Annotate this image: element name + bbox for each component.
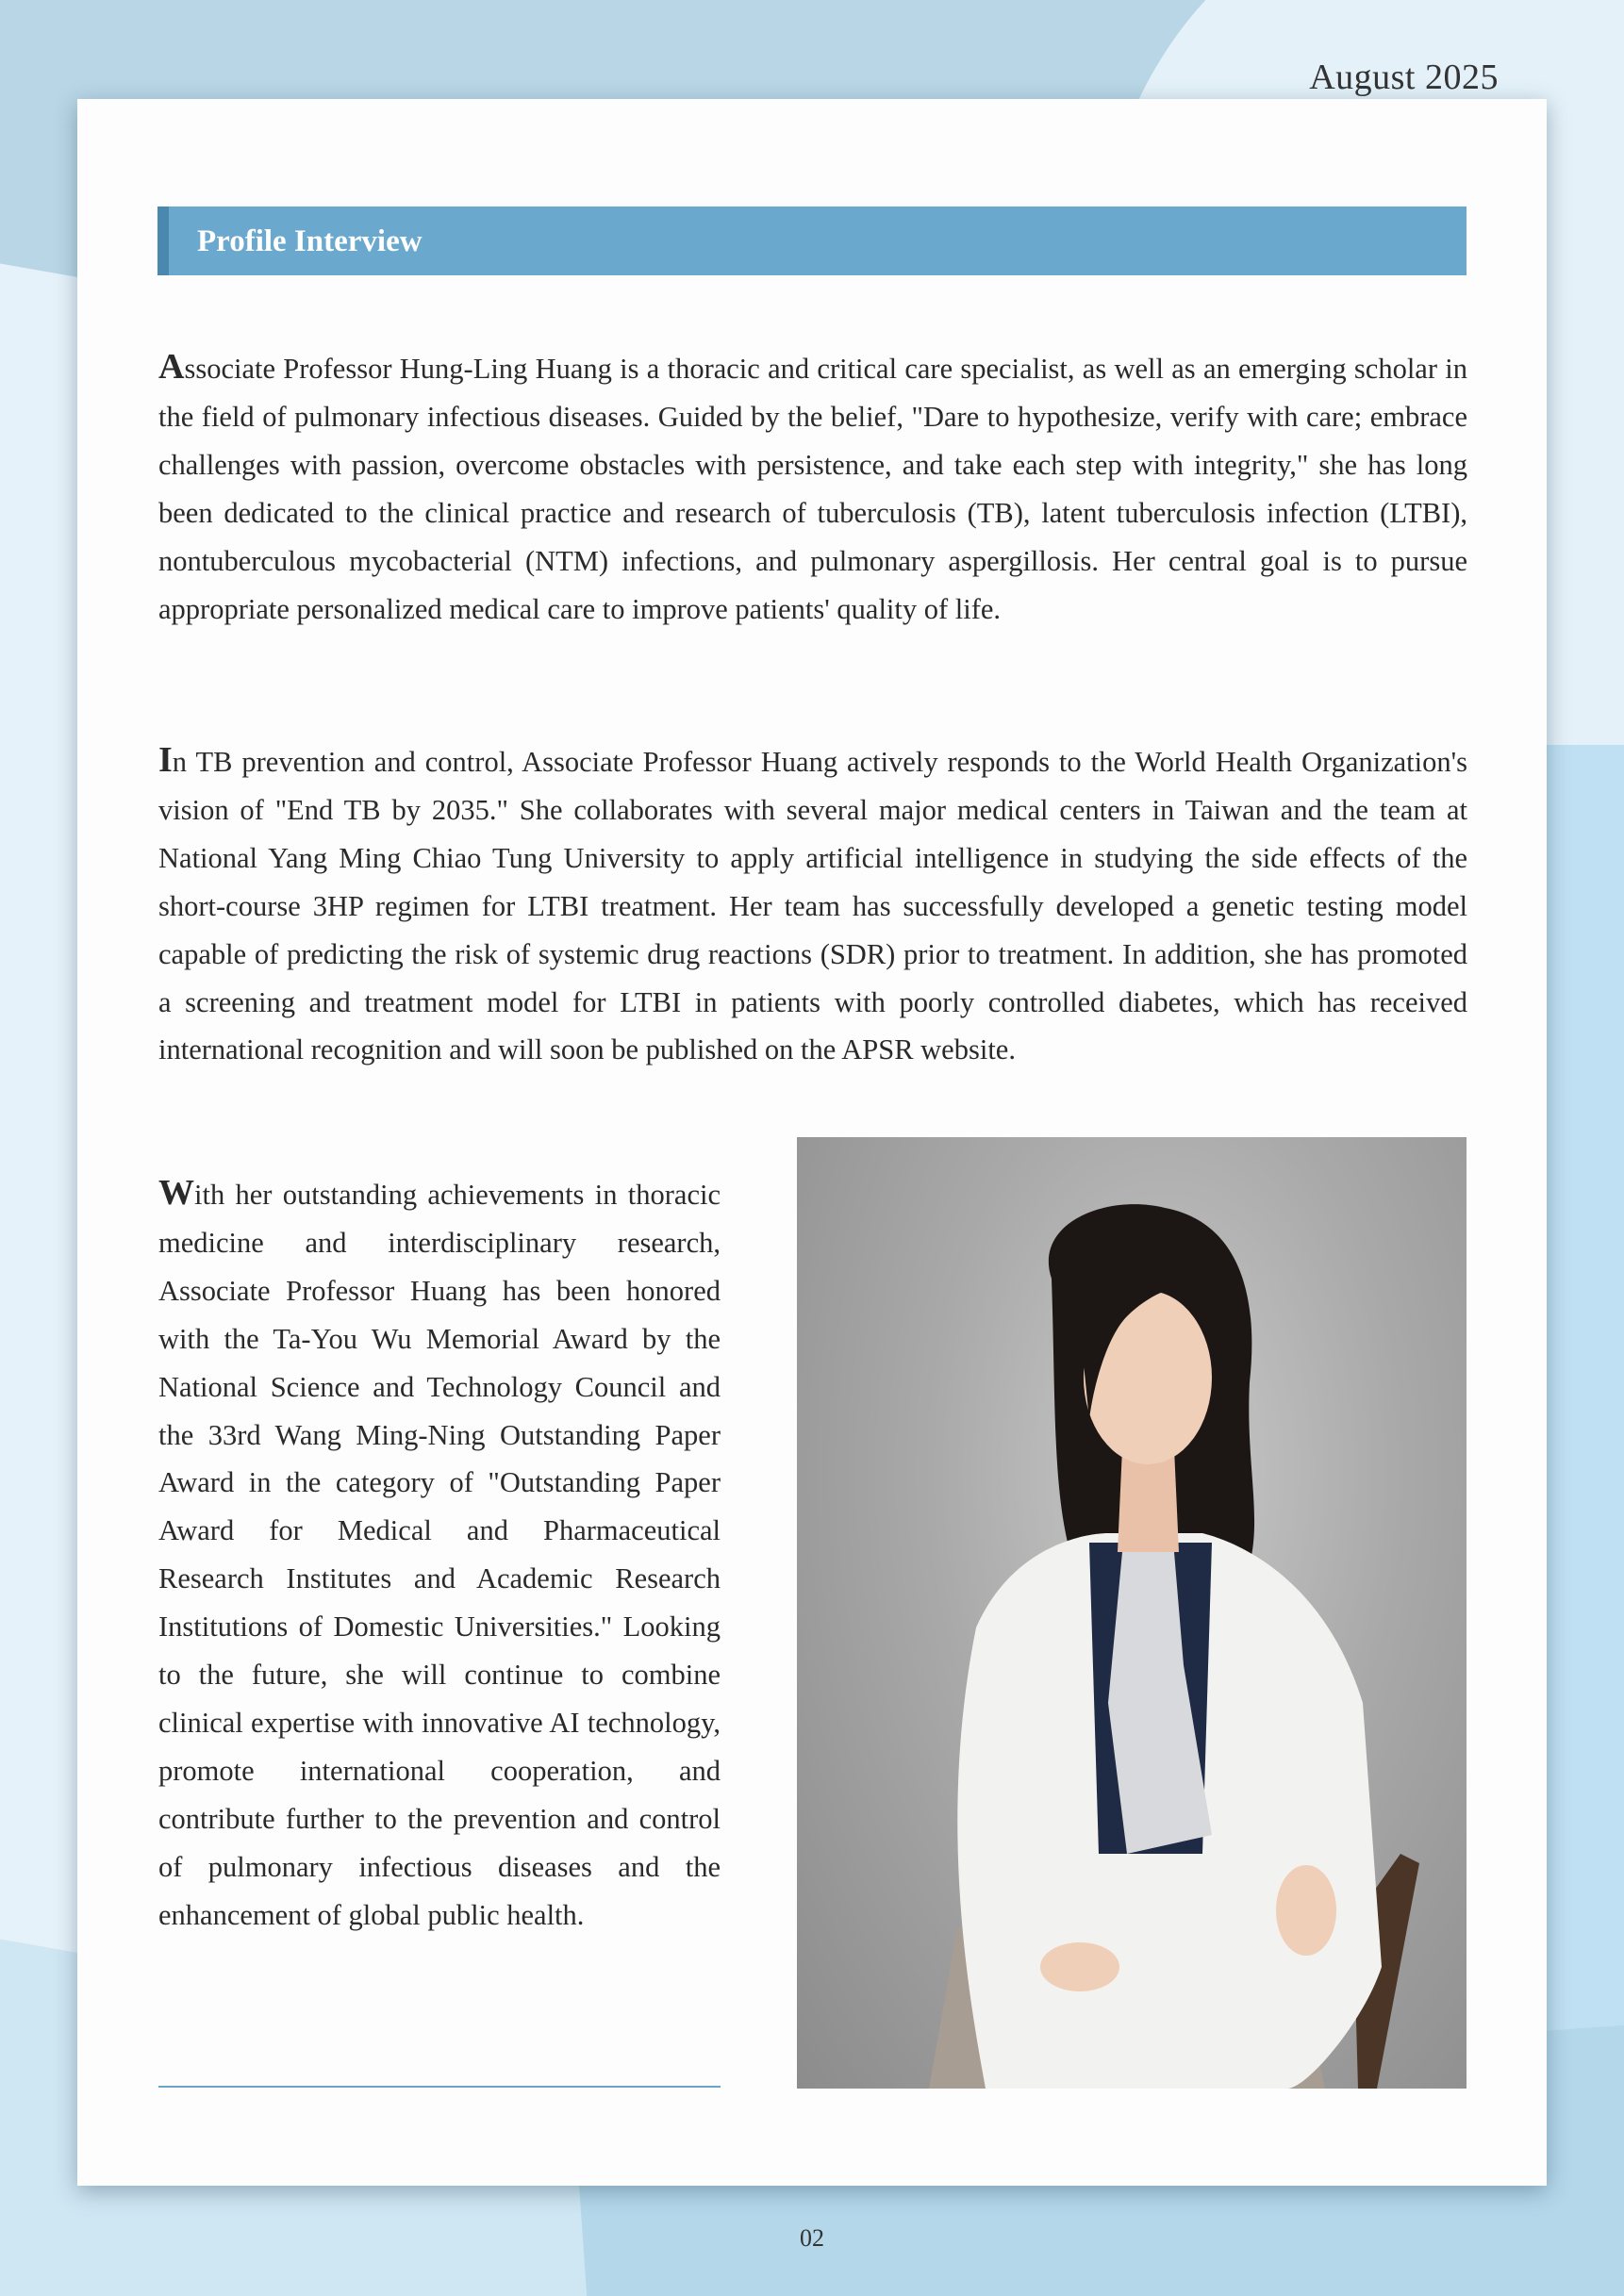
paragraph-achievements: With her outstanding achievements in thoracic medicine and interdisciplinary research, Associate Professor Huang has been honored with the Ta-You Wu Memorial Award by the National Science and Technology Council and the 33rd Wang Ming-Ning Outstanding Paper Award in the category of "Outstanding Paper Award for Medical and Pharmaceutical Research Institutes and Academic Research Institutions of Domestic Universities." Looking to the future, she will continue to combine clinical expertise with innovative AI technology, promote international cooperation, and contribute further to the prevention and control of pulmonary infectious diseases and the enhancement of global public health. [158, 1173, 721, 1931]
paragraph-tb-prevention: In TB prevention and control, Associate Professor Huang actively responds to the World Health Organization's vision of "End TB by 2035." She collaborates with several major medical centers in Taiwan and the team at National Yang Ming Chiao Tung University to apply artificial intelligence in studying the side effects of the short-course 3HP regimen for LTBI treatment. Her team has successfully developed a genetic testing model capable of predicting the risk of systemic drug reactions (SDR) prior to treatment. In addition, she has promoted a screening and treatment model for LTBI in patients with poorly controlled diabetes, which has received international recognition and will soon be published on the APSR website. [158, 740, 1467, 1066]
content-card [77, 99, 1547, 2186]
page-number: 02 [800, 2224, 824, 2252]
section-title: Profile Interview [197, 224, 423, 258]
section-banner [157, 206, 1467, 275]
portrait-illustration [797, 1137, 1467, 2089]
portrait-photo [797, 1137, 1467, 2089]
paragraph-intro: Associate Professor Hung-Ling Huang is a thoracic and critical care specialist, as well as an emerging scholar in the field of pulmonary infectious diseases. Guided by the belief, "Dare to hypothesize, verify with care; embrace challenges with passion, overcome obstacles with persistence, and take each step with integrity," she has long been dedicated to the clinical practice and research of tuberculosis (TB), latent tuberculosis infection (LTBI), nontuberculous mycobacterial (NTM) infections, and pulmonary aspergillosis. Her central goal is to pursue appropriate personalized medical care to improve patients' quality of life. [158, 347, 1467, 625]
issue-date: August 2025 [1309, 58, 1499, 97]
divider-line [158, 2086, 721, 2088]
